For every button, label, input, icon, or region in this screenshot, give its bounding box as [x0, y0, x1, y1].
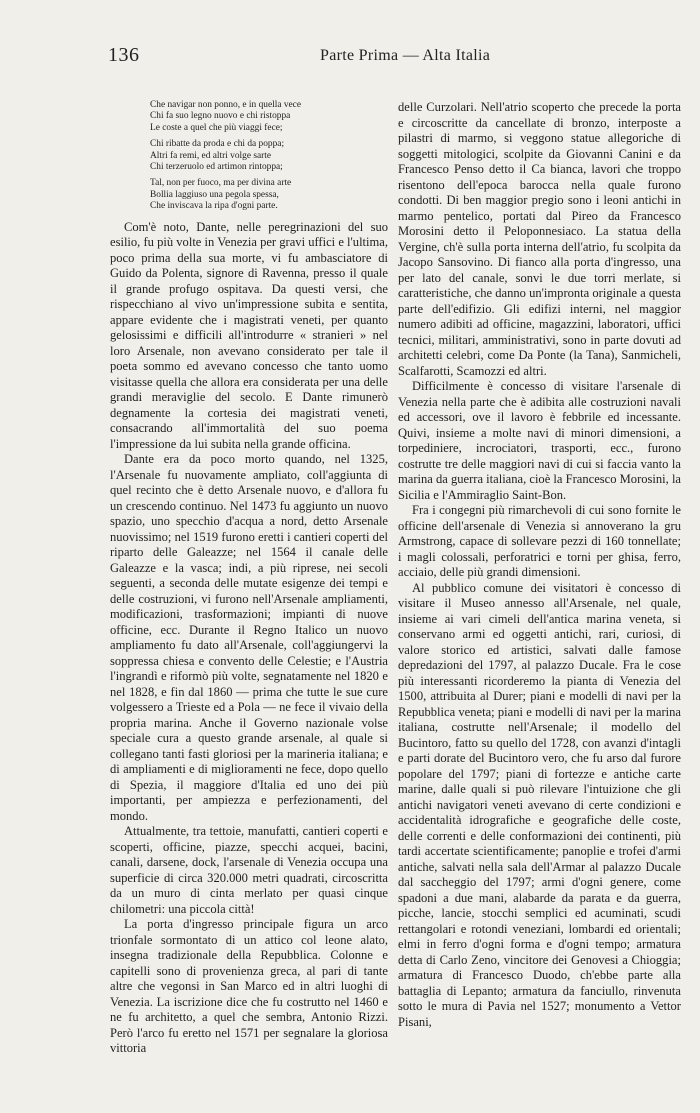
- poem-line: Chi fa suo legno nuovo e chi ristoppa: [150, 111, 291, 122]
- poem-stanza: [150, 100, 388, 134]
- poem-line: Altri fa remi, ed altri volge sarte: [150, 150, 272, 161]
- poem-line: Chi ribatte da proda e chi da poppa;: [150, 139, 285, 150]
- left-column: [110, 100, 388, 1057]
- paragraph: Al pubblico comune dei visitatori è concesso di visitare il Museo annesso all'Arsenale, nel quale, insieme ai vari cimeli dell'antica marina veneta, si conservano armi ed oggetti antichi, rari, curiosi, di valore storico ed artistici, salvati dalle famose depredazioni del 1797, al palazzo Ducale. Fra le cose più interessanti ricorderemo la pianta di Venezia del 1500, attribuita al Durer; piani e modelli di navi per la Repubblica veneta; piani e modelli di navi per la marina italiana, costrutte nell'Arsenale; il modello del Bucintoro, fatto su quello del 1728, con avanzi d'intagli e parti dorate del Bucintoro vero, che fu arso dal furore popolare del 1797; piani di fortezze e antiche carte marine, dalle quali si può rilevare l'intuizione che gli antichi navigatori veneti avevano di certe condizioni e accidentalità idrografiche e geografiche delle coste, delle correnti e delle conformazioni dei continenti, più tardi accertate scientificamente; panoplie e trofei d'armi antiche, salvati nella sala dell'Armar al palazzo Ducale dal saccheggio del 1797; armi d'ogni genere, come spadoni a due mani, alabarde da parata e da guerra, picche, lancie, stocchi semplici ed acuminati, scudi rettangolari e rotondi veneziani, lombardi ed orientali; elmi in ferro d'ogni forma e d'ogni tempo; armatura detta di Carlo Zeno, vincitore dei Genovesi a Chioggia; armatura di Francesco Duodo, ch'ebbe parte alla battaglia di Lepanto; armatura da fanciullo, rinvenuta sotto le mura di Pavia nel 1527; monumento a Vettor Pisani,: [398, 580, 681, 1029]
- right-column: [398, 100, 681, 1030]
- paragraph: Dante era da poco morto quando, nel 1325, l'Arsenale fu nuovamente ampliato, coll'aggiunta di quel recinto che è detto Arsenale nuovo, e d'allora fu un crescendo continuo. Nel 1473 fu aggiunto un nuovo spazio, uno specchio d'acqua a nord, detto Arsenale nuovissimo; nel 1519 furono eretti i cantieri coperti del riparto delle Galeazze; nel 1564 il canale delle Galeazze e la vasca; indi, a più riprese, nei secoli seguenti, a seconda delle mutate esigenze dei tempi e delle costruzioni, vi furono nell'Arsenale ampliamenti, modificazioni, trasformazioni; impianti di nuove officine, ecc. Durante il Regno Italico un nuovo ampliamento fu dato all'Arsenale, coll'aggiungervi la soppressa chiesa e convento delle Celestie; e l'Austria l'ingrandì e riformò più volte, segnatamente nel 1820 e nel 1828, e fin dal 1860 — prima che tutte le sue cure volgessero a Trieste ed a Pola — ne fece il vivaio della propria marina. Anche il Governo nazionale volse speciale cura a questo grande arsenale, al quale si collegano tanti fasti gloriosi per la marineria italiana; e di ampliamenti e di miglioramenti ne fece, dopo quello di Spezia, il maggiore d'Italia ed uno dei più importanti, per ampiezza e perfezionamenti, del mondo.: [110, 452, 388, 823]
- running-head: Parte Prima — Alta Italia: [320, 47, 491, 64]
- paragraph: La porta d'ingresso principale figura un arco trionfale sormontato di un attico col leone alato, insegna tradizionale della Repubblica. Colonne e capitelli sono di provenienza greca, al pari di tante altre che vegonsi in San Marco ed in altri luoghi di Venezia. La iscrizione dice che fu costrutto nel 1460 e ne fu architetto, a quel che sembra, Antonio Rizzi. Però l'arco fu eretto nel 1571 per segnalare la gloriosa vittoria: [110, 917, 388, 1056]
- paragraph: Fra i congegni più rimarchevoli di cui sono fornite le officine dell'arsenale di Venezia si annoverano la gru Armstrong, capace di sollevare pezzi di 160 tonnellate; i magli colossali, perforatrici e torni per ghisa, ferro, acciaio, delle più grandi dimensioni.: [398, 503, 681, 579]
- poem-line: Che inviscava la ripa d'ogni parte.: [150, 201, 278, 212]
- paragraph: Attualmente, tra tettoie, manufatti, cantieri coperti e scoperti, officine, piazze, specchi acquei, bacini, canali, darsene, dock, l'arsenale di Venezia occupa una superficie di circa 320.000 metri quadrati, circoscritta da un muro di cinta merlato per quasi cinque chilometri: una piccola città!: [110, 824, 388, 916]
- paragraph: Difficilmente è concesso di visitare l'arsenale di Venezia nella parte che è adibita alle costruzioni navali ed accessori, ove il lavoro è febbrile ed incessante. Quivi, insieme a molte navi di minori dimensioni, a torpediniere, incrociatori, trasporti, ecc., furono costrutte tre delle maggiori navi di cui si faccia vanto la marina da guerra italiana, cioè la Francesco Morosini, la Sicilia e l'Ammiraglio Saint-Bon.: [398, 379, 681, 502]
- poem-line: Bollia laggiuso una pegola spessa,: [150, 189, 279, 200]
- poem-line: Che navigar non ponno, e in quella vece: [150, 100, 301, 110]
- poem-stanza: [150, 178, 388, 212]
- paragraph: Com'è noto, Dante, nelle peregrinazioni del suo esilio, fu più volte in Venezia per gravi uffici e l'ultima, poco prima della sua morte, vi fu ambasciatore di Guido da Polenta, signore di Ravenna, presso il quale il grande profugo ospitava. Da questi versi, che rispecchiano al vivo un'impressione subita e sentita, appare evidente che i magistrati veneti, per quanto gelosissimi e difficili all'introdurre « stranieri » nel loro Arsenale, non avevano considerato per tale il poeta sommo ed avevano concesso che tanto uomo visitasse quella che allora era considerata per una delle grandi meraviglie del secolo. E Dante rimunerò degnamente la cortesia dei magistrati veneti, consacrando all'immortalità del suo poema l'impressione da lui subita nella grande officina.: [110, 219, 388, 451]
- poem-stanza: [150, 139, 388, 173]
- poem-line: Chi terzeruolo ed artimon rintoppa;: [150, 162, 283, 173]
- poem-line: Tal, non per fuoco, ma per divina arte: [150, 178, 292, 189]
- poem-line: Le coste a quel che più viaggi fece;: [150, 122, 283, 133]
- page-number: 136: [108, 44, 140, 66]
- paragraph-continued: delle Curzolari. Nell'atrio scoperto che precede la porta e circoscritte da cancellate di bronzo, interposte a pilastri di marmo, si veggono statue allegoriche di soggetti mitologici, scolpite da Giovanni Canini e da Francesco Penso detto il Ca bianca, lavori che troppo risentono dell'epoca barocca nella quale furono condotti. Di ben maggior pregio sono i leoni antichi in marmo pentelico, portati dal Pireo da Francesco Morosini detto il Peloponnesiaco. La statua della Vergine, ch'è sulla porta interna dell'atrio, fu scolpita da Jacopo Sansovino. Di fianco alla porta d'ingresso, una per lato del canale, sonvi le due torri merlate, si caratteristiche, che danno un'impronta originale a questa parte dell'edifizio. Gli edifizi interni, nel maggior numero adibiti ad officine, magazzini, laboratori, uffici tecnici, militari, amministrativi, sono in parte dovuti ad architetti celebri, come Da Ponte (la Tana), Sanmicheli, Scalfarotti, Scamozzi ed altri.: [398, 100, 681, 378]
- poem-quote: [150, 100, 388, 213]
- page-header: [108, 44, 680, 68]
